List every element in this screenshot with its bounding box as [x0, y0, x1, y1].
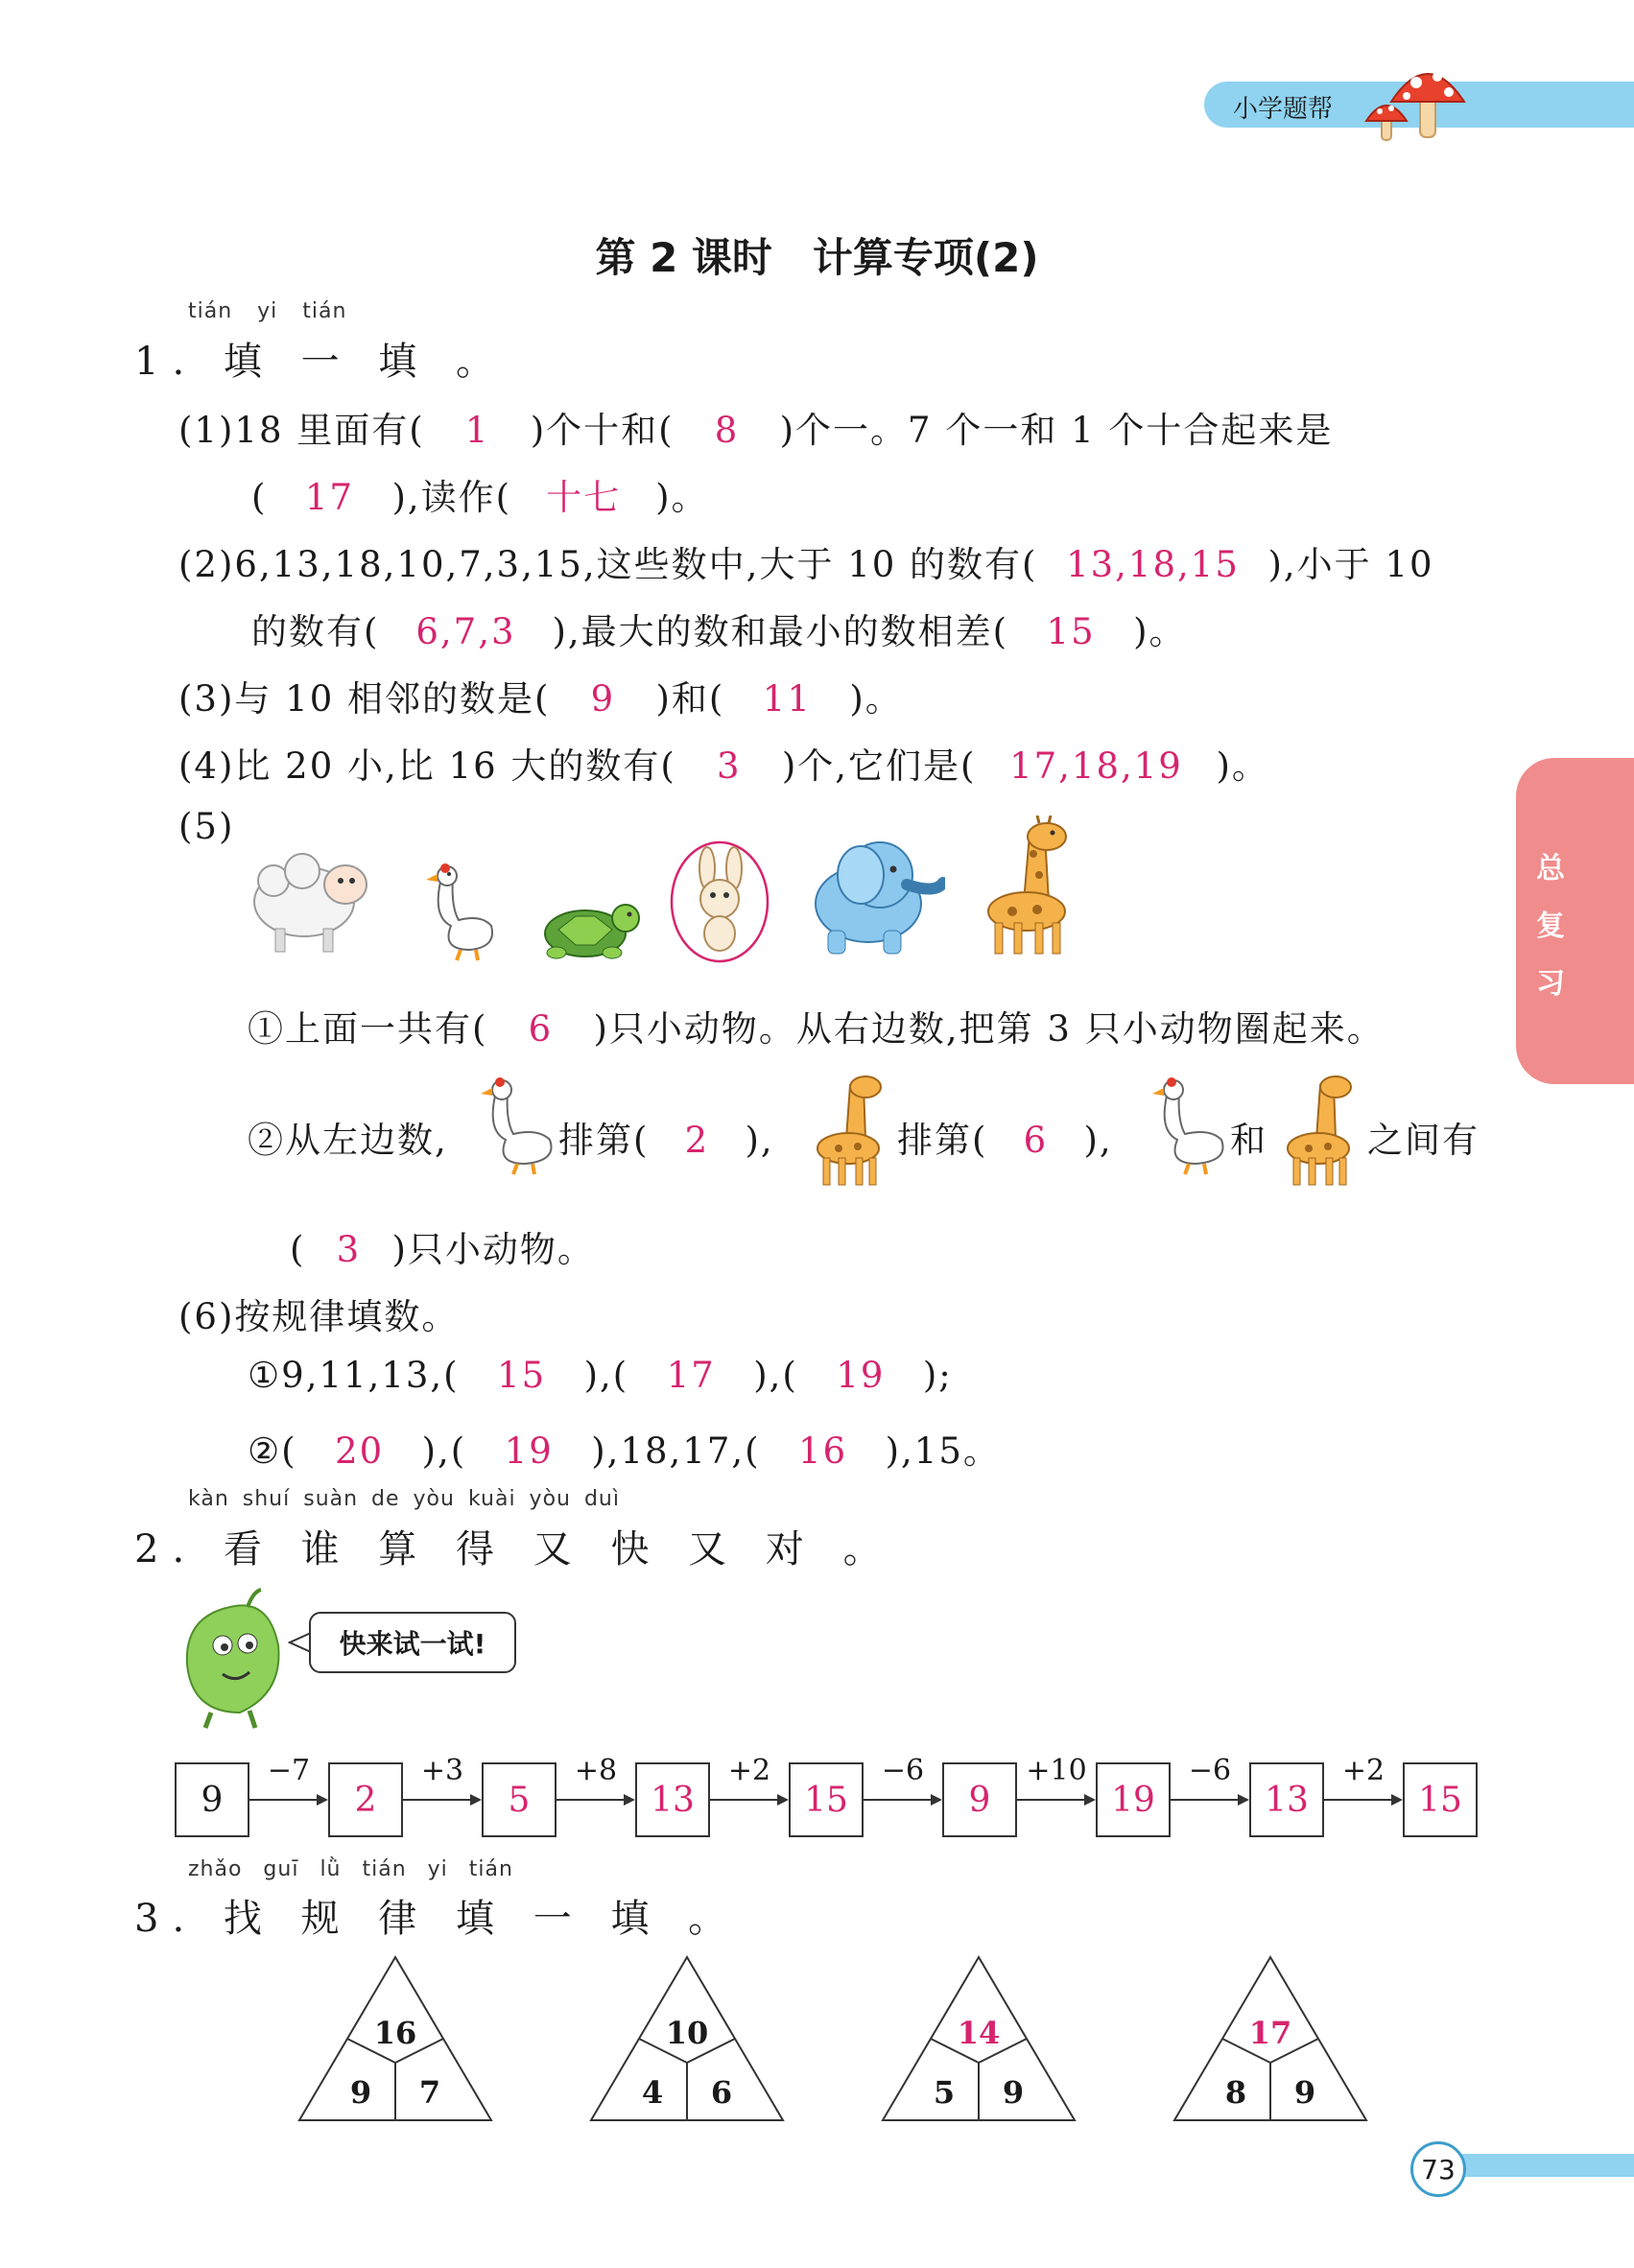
answer: 15 — [1046, 611, 1096, 652]
chain-box: 13 — [1249, 1762, 1324, 1837]
text: ),( — [753, 1355, 798, 1396]
answer: 十七 — [546, 477, 622, 518]
giraffe-icon — [1276, 1070, 1367, 1190]
answer: 20 — [335, 1430, 385, 1472]
text: )个十和( — [530, 410, 675, 451]
answer: 19 — [504, 1430, 554, 1472]
turtle-icon — [537, 887, 643, 964]
answer: 13,18,15 — [1066, 544, 1240, 585]
text: )。 — [849, 678, 903, 720]
chain-box: 13 — [635, 1762, 710, 1837]
chain-operation: +2 — [727, 1754, 771, 1787]
text: 排第( — [558, 1120, 650, 1161]
elephant-icon — [801, 827, 945, 961]
answer: 15 — [497, 1355, 547, 1396]
answer: 17,18,19 — [1009, 745, 1183, 787]
chain-operation: +2 — [1341, 1754, 1385, 1787]
chain-operation: +10 — [1026, 1754, 1087, 1787]
q1-p4-line — [178, 737, 1269, 789]
speech-bubble: 快来试一试! — [309, 1612, 516, 1673]
text: ), — [1083, 1120, 1113, 1161]
q1-p5-s3 — [290, 1220, 595, 1272]
text: ),最大的数和最小的数相差( — [552, 611, 1009, 652]
chain-arrow-head — [931, 1794, 942, 1806]
q1-p6-row1 — [248, 1355, 953, 1396]
q2-pinyin: kàn shuí suàn de yòu kuài yòu duì — [188, 1487, 620, 1511]
answer: 1 — [464, 410, 490, 451]
chain-box: 9 — [175, 1762, 249, 1837]
text: )个一。7 个一和 1 个十合起来是 — [779, 410, 1334, 451]
chain-operation: +3 — [420, 1754, 464, 1787]
mascot-icon — [173, 1588, 297, 1732]
text: )。 — [655, 477, 709, 518]
q1-p5-label: (5) — [178, 806, 235, 847]
text: ( — [290, 1229, 306, 1270]
answer: 9 — [590, 678, 616, 720]
answer: 6,7,3 — [415, 611, 516, 652]
triangle-right-number: 9 — [1002, 2074, 1025, 2111]
q1-label: 1. 填 一 填 。 — [134, 340, 509, 384]
text: )只小动物。 — [391, 1229, 595, 1270]
triangle-top-number: 14 — [957, 2015, 1001, 2051]
side-tab-char: 复 — [1536, 910, 1565, 943]
q1-p6-row2 — [248, 1422, 1001, 1474]
triangle-puzzle — [299, 1957, 491, 2120]
q1-p5-s1 — [248, 1000, 1385, 1051]
chain-box: 2 — [328, 1762, 403, 1837]
triangle-left-number: 4 — [641, 2074, 664, 2111]
answer: 16 — [798, 1430, 848, 1472]
text: ), — [745, 1120, 774, 1161]
page-title: 第 2 课时 计算专项(2) — [595, 234, 1039, 281]
triangle-top-number: 17 — [1248, 2015, 1292, 2051]
text: )。 — [1133, 611, 1187, 652]
brand-label: 小学题帮 — [1233, 95, 1334, 124]
answer: 3 — [336, 1229, 362, 1270]
text: 的数有( — [251, 611, 380, 652]
text: ),( — [421, 1430, 467, 1472]
triangle-right-number: 9 — [1293, 2074, 1316, 2111]
triangle-puzzles — [0, 1948, 1634, 2139]
text: )和( — [655, 678, 725, 720]
q1-p5-s2-rank1 — [558, 1111, 774, 1163]
text: ①上面一共有( — [248, 1008, 488, 1050]
text: )个,它们是( — [781, 745, 977, 787]
giraffe-icon — [806, 1070, 897, 1190]
text: (3)与 10 相邻的数是( — [178, 678, 551, 720]
q1-p5-s2a: ②从左边数, — [248, 1120, 448, 1161]
q1-p5-s2-rank2 — [897, 1111, 1113, 1163]
rabbit-icon — [667, 839, 772, 964]
side-tab-char: 习 — [1536, 967, 1565, 1001]
chain-box: 9 — [942, 1762, 1017, 1837]
answer: 17 — [666, 1355, 716, 1396]
answer: 11 — [762, 678, 812, 720]
triangle-puzzle — [1174, 1957, 1366, 2120]
chain-box: 15 — [789, 1762, 864, 1837]
text: ①9,11,13,( — [248, 1355, 460, 1396]
q1-p2-line1 — [178, 535, 1434, 587]
text: ),15。 — [885, 1430, 1001, 1472]
answer: 3 — [717, 745, 742, 787]
chain-box: 15 — [1403, 1762, 1478, 1837]
chain-arrow-head — [1238, 1794, 1249, 1806]
text: 排第( — [897, 1120, 988, 1161]
triangle-puzzle — [591, 1957, 783, 2120]
giraffe-icon — [974, 815, 1089, 959]
text: ②( — [248, 1430, 297, 1472]
chain-arrow-head — [317, 1794, 328, 1806]
triangle-left-number: 5 — [933, 2074, 956, 2111]
q1-p6-label: (6)按规律填数。 — [178, 1296, 460, 1337]
answer: 6 — [528, 1008, 554, 1050]
q1-p5-between: 之间有 — [1367, 1120, 1480, 1161]
answer: 17 — [304, 477, 354, 518]
chain-operation: −7 — [267, 1754, 311, 1787]
triangle-left-number: 8 — [1224, 2074, 1247, 2111]
chain-arrow-head — [1391, 1794, 1403, 1806]
chain-operation: +8 — [574, 1754, 618, 1787]
q3-label: 3. 找 规 律 填 一 填 。 — [134, 1897, 741, 1941]
text: ),读作( — [391, 477, 512, 518]
goose-icon — [475, 1073, 561, 1178]
answer: 6 — [1023, 1120, 1049, 1161]
chain-box: 5 — [482, 1762, 557, 1837]
answer: 2 — [684, 1120, 710, 1161]
text: ( — [251, 477, 268, 518]
triangle-top-number: 16 — [373, 2015, 417, 2051]
chain-arrow-head — [1084, 1794, 1096, 1806]
chain-arrow-head — [624, 1794, 635, 1806]
side-tab-char: 总 — [1536, 852, 1565, 886]
text: (1)18 里面有( — [178, 410, 425, 451]
text: ); — [922, 1355, 953, 1396]
answer: 19 — [836, 1355, 886, 1396]
triangle-top-number: 10 — [665, 2015, 709, 2051]
chain-box: 19 — [1096, 1762, 1171, 1837]
triangle-right-number: 6 — [710, 2074, 733, 2111]
text: ),小于 10 — [1267, 544, 1434, 585]
text: )只小动物。从右边数,把第 3 只小动物圈起来。 — [593, 1008, 1385, 1050]
chain-operation: −6 — [881, 1754, 925, 1787]
text: )。 — [1216, 745, 1269, 787]
sheep-icon — [245, 835, 379, 959]
goose-icon — [422, 859, 499, 964]
text: (4)比 20 小,比 16 大的数有( — [178, 745, 676, 787]
triangle-left-number: 9 — [349, 2074, 372, 2111]
goose-icon — [1147, 1073, 1233, 1178]
q1-p3-line — [178, 670, 903, 721]
triangle-puzzle — [883, 1957, 1075, 2120]
q3-pinyin: zhǎo guī lǜ tián yi tián — [188, 1857, 513, 1881]
chain-arrow-head — [777, 1794, 789, 1806]
q1-p2-line2 — [251, 602, 1187, 654]
footer-band — [1439, 2154, 1634, 2177]
page-number: 73 — [1410, 2141, 1466, 2197]
q1-pinyin: tián yi tián — [188, 299, 347, 323]
q2-label: 2. 看 谁 算 得 又 快 又 对 。 — [134, 1527, 895, 1571]
q1-p5-and: 和 — [1230, 1120, 1267, 1161]
text: ),( — [583, 1355, 629, 1396]
chain-arrow-head — [470, 1794, 482, 1806]
text: ),18,17,( — [591, 1430, 761, 1472]
q1-p1-line1 — [178, 401, 1333, 453]
text: (2)6,13,18,10,7,3,15,这些数中,大于 10 的数有( — [178, 544, 1038, 585]
mushroom-icon — [1353, 56, 1468, 147]
chain-operation: −6 — [1188, 1754, 1232, 1787]
q1-p1-line2 — [251, 468, 709, 520]
triangle-right-number: 7 — [418, 2074, 441, 2111]
answer: 8 — [714, 410, 740, 451]
